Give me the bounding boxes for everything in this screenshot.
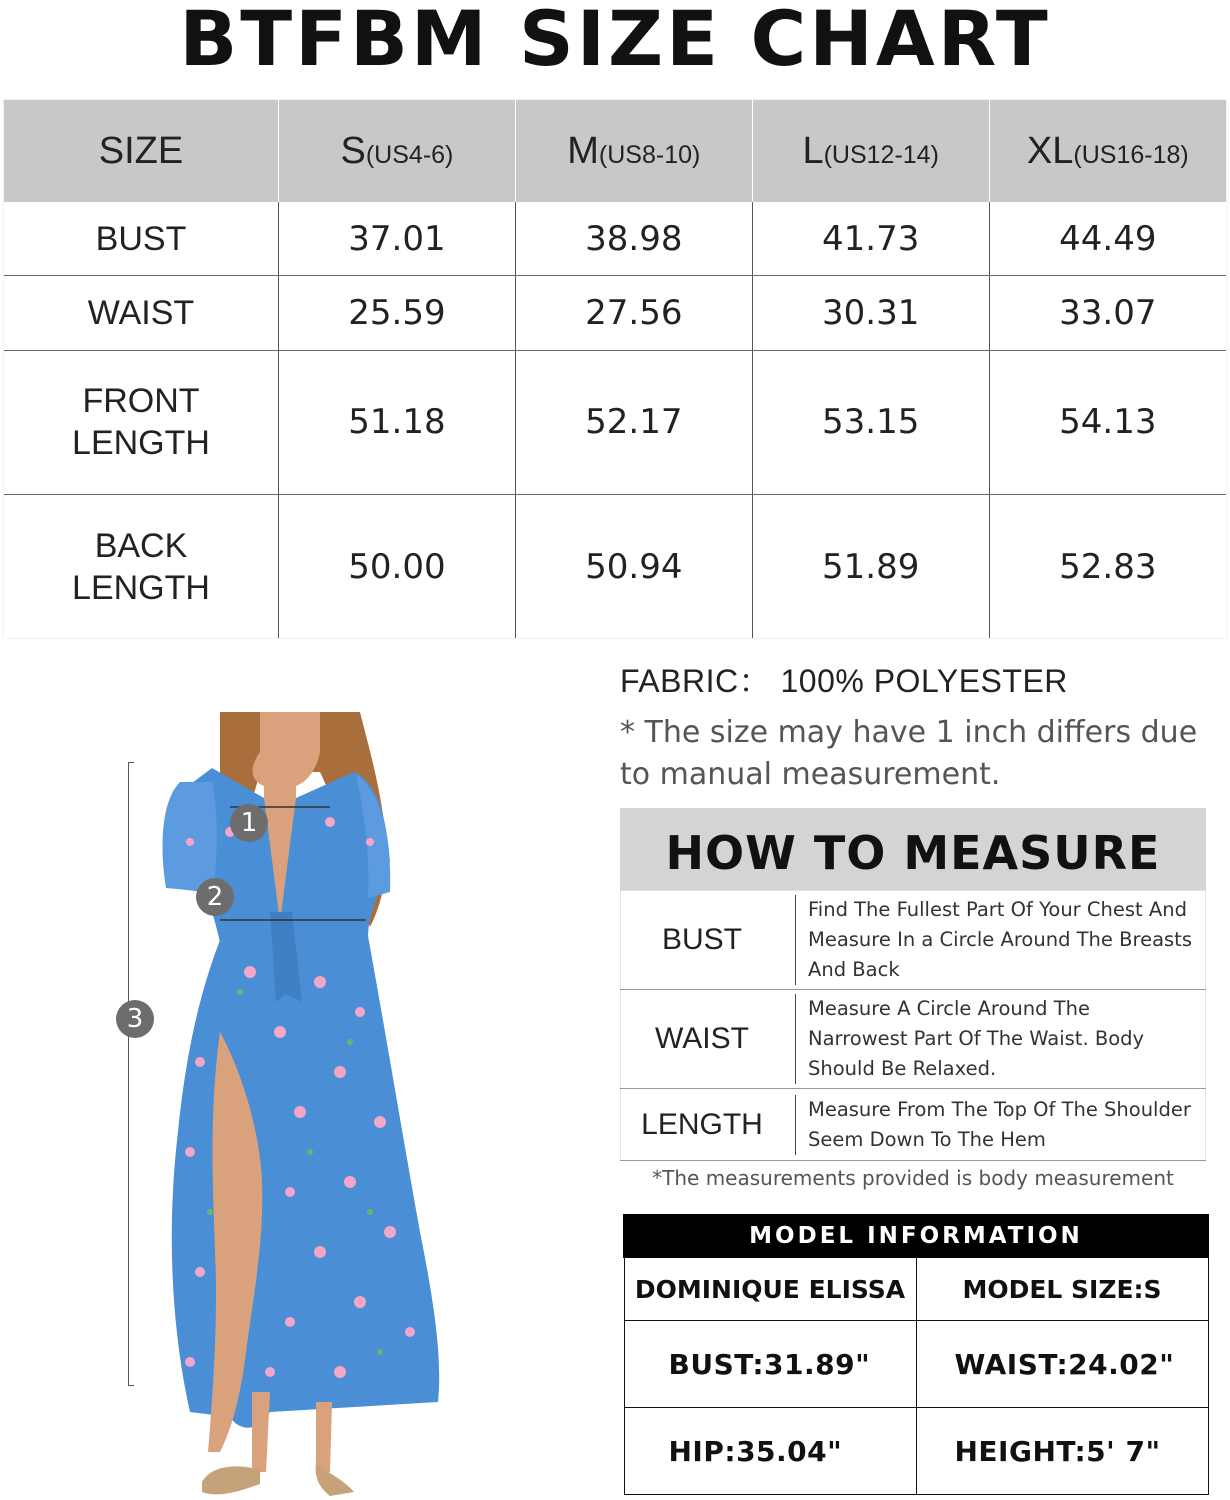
- size-column-m: M(US8-10): [515, 100, 752, 202]
- table-cell: 41.73: [752, 202, 989, 276]
- measure-label: LENGTH: [621, 1089, 784, 1161]
- table-cell: 44.49: [989, 202, 1226, 276]
- table-cell: 30.31: [752, 276, 989, 351]
- measure-row-length: [621, 1089, 1206, 1161]
- marker-bust-badge: 1: [230, 804, 268, 842]
- measure-row-bust: [621, 891, 1206, 990]
- marker-waist-badge: 2: [196, 878, 234, 916]
- table-cell: 51.18: [279, 350, 516, 494]
- size-chart-table: [4, 100, 1226, 638]
- how-to-measure-title: HOW TO MEASURE: [620, 808, 1206, 890]
- table-cell: 54.13: [989, 350, 1226, 494]
- marker-length-badge: 3: [116, 1000, 154, 1038]
- model-name: DOMINIQUE ELISSA: [624, 1257, 916, 1321]
- table-cell: 25.59: [279, 276, 516, 351]
- how-to-measure-table: [620, 890, 1206, 1161]
- table-cell: 27.56: [515, 276, 752, 351]
- row-label-back-length: BACK LENGTH: [4, 495, 279, 638]
- row-label-bust: BUST: [4, 202, 279, 276]
- size-column-l: L(US12-14): [752, 100, 989, 202]
- model-height: HEIGHT:5' 7": [916, 1408, 1208, 1495]
- measure-description: Measure A Circle Around The Narrowest Part Of The Waist. Body Should Be Relaxed.: [783, 990, 1206, 1089]
- table-cell: 50.94: [515, 495, 752, 638]
- table-cell: 51.89: [752, 495, 989, 638]
- size-row-bust: [4, 202, 1226, 276]
- measure-label: WAIST: [621, 990, 784, 1089]
- table-cell: 38.98: [515, 202, 752, 276]
- model-hip: HIP:35.04": [624, 1408, 916, 1495]
- size-header-row: [4, 100, 1226, 202]
- row-label-waist: WAIST: [4, 276, 279, 351]
- size-column-xl: XL(US16-18): [989, 100, 1226, 202]
- model-waist: WAIST:24.02": [916, 1321, 1208, 1408]
- row-label-front-length: FRONT LENGTH: [4, 350, 279, 494]
- table-cell: 37.01: [279, 202, 516, 276]
- size-row-waist: [4, 276, 1226, 351]
- table-cell: 52.17: [515, 350, 752, 494]
- length-measure-tick-top: [128, 762, 134, 763]
- measure-description: Find The Fullest Part Of Your Chest And Measure In a Circle Around The Breasts And Back: [783, 891, 1206, 990]
- size-row-front-length: [4, 350, 1226, 494]
- size-column-s: S(US4-6): [279, 100, 516, 202]
- size-row-back-length: [4, 495, 1226, 638]
- length-measure-tick-bottom: [128, 1385, 134, 1386]
- fabric-info: FABRIC： 100% POLYESTER: [620, 663, 1068, 699]
- model-information-table: [623, 1214, 1209, 1495]
- measure-row-waist: [621, 990, 1206, 1089]
- size-header-label: SIZE: [4, 100, 279, 202]
- model-bust: BUST:31.89": [624, 1321, 916, 1408]
- table-cell: 50.00: [279, 495, 516, 638]
- length-measure-line: [128, 762, 129, 1386]
- model-photo: [120, 712, 460, 1500]
- body-measurement-note: *The measurements provided is body measurement: [652, 1166, 1174, 1190]
- model-information-title: MODEL INFORMATION: [624, 1215, 1208, 1257]
- page-title: BTFBM SIZE CHART: [179, 0, 1051, 83]
- model-size: MODEL SIZE:S: [916, 1257, 1208, 1321]
- table-cell: 52.83: [1059, 546, 1157, 587]
- table-cell: 33.07: [989, 276, 1226, 351]
- table-cell: 53.15: [752, 350, 989, 494]
- measure-label: BUST: [621, 891, 784, 990]
- measure-description: Measure From The Top Of The Shoulder Seem Down To The Hem: [783, 1089, 1206, 1161]
- size-note: * The size may have 1 inch differs due to manual measurement.: [620, 715, 1198, 792]
